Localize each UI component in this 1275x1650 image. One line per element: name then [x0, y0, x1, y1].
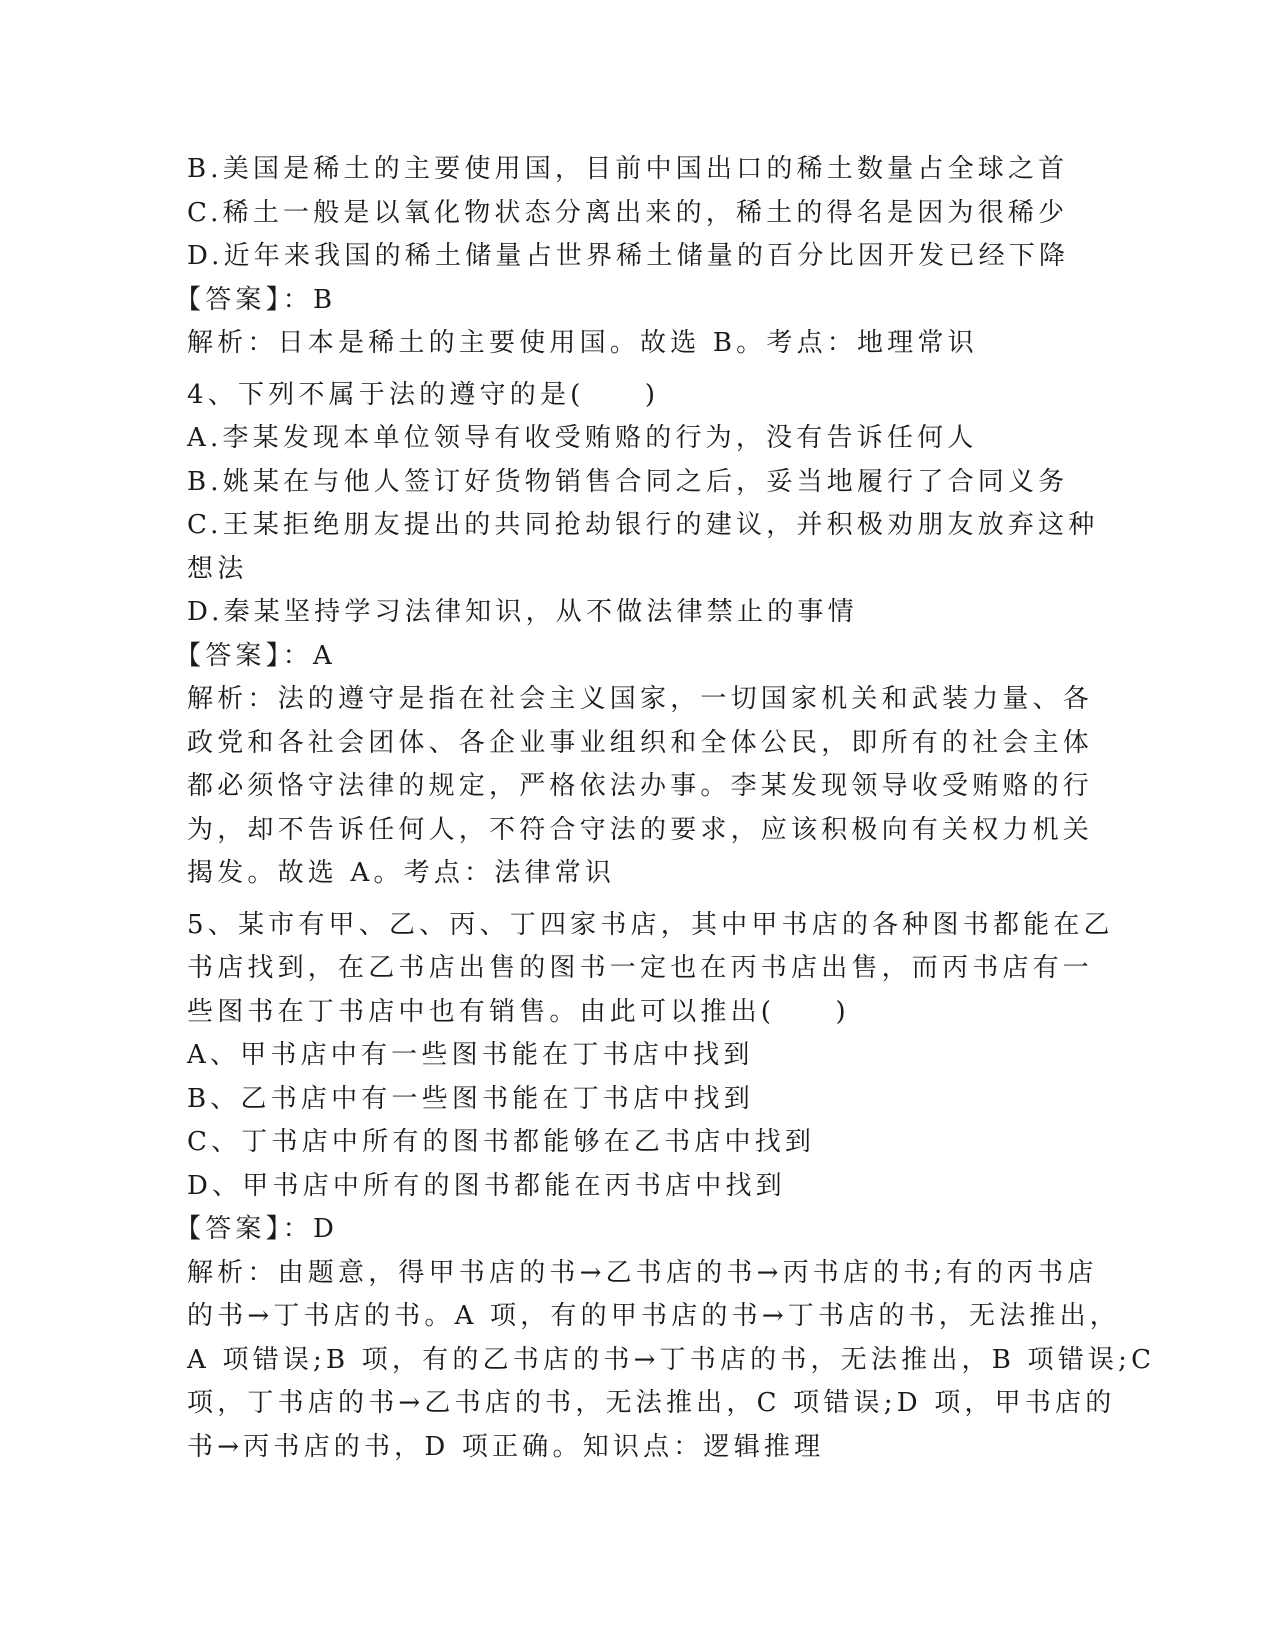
q3-option-b: B.美国是稀土的主要使用国，目前中国出口的稀土数量占全球之首 — [187, 154, 1069, 184]
q3-analysis: 解析：日本是稀土的主要使用国。故选 B。考点：地理常识 — [187, 328, 978, 358]
q4-analysis-line: 揭发。故选 A。考点：法律常识 — [187, 858, 616, 888]
section-gap — [187, 896, 1087, 904]
q4-answer: 【答案】：A — [175, 640, 336, 671]
q4-option-c-line2: 想法 — [187, 553, 248, 584]
q5-option-a: A、甲书店中有一些图书能在丁书店中找到 — [187, 1040, 754, 1070]
q4-option-b: B.姚某在与他人签订好货物销售合同之后，妥当地履行了合同义务 — [187, 466, 1069, 497]
q4-option-d: D.秦某坚持学习法律知识，从不做法律禁止的事情 — [187, 597, 858, 627]
q5-analysis-line: 的书→丁书店的书。A 项，有的甲书店的书→丁书店的书，无法推出， — [187, 1301, 1121, 1331]
q4-stem: 4、下列不属于法的遵守的是( ) — [187, 379, 660, 410]
q3-option-c: C.稀土一般是以氧化物状态分离出来的，稀土的得名是因为很稀少 — [187, 197, 1069, 228]
q3-answer: 【答案】：B — [175, 284, 337, 315]
q5-analysis-line: 项，丁书店的书→乙书店的书，无法推出，C 项错误;D 项，甲书店的 — [187, 1388, 1116, 1418]
section-gap — [187, 366, 1087, 374]
q5-option-d: D、甲书店中所有的图书都能在丙书店中找到 — [187, 1170, 786, 1201]
q4-analysis-line: 都必须恪守法律的规定，严格依法办事。李某发现领导收受贿赂的行 — [187, 771, 1094, 801]
q4-option-a: A.李某发现本单位领导有收受贿赂的行为，没有告诉任何人 — [187, 423, 978, 453]
q4-analysis-line: 政党和各社会团体、各企业事业组织和全体公民，即所有的社会主体 — [187, 727, 1094, 758]
q5-stem-line: 书店找到，在乙书店出售的图书一定也在丙书店出售，而丙书店有一 — [187, 953, 1094, 983]
q5-answer: 【答案】：D — [175, 1214, 339, 1244]
q4-analysis-line: 解析：法的遵守是指在社会主义国家，一切国家机关和武装力量、各 — [187, 684, 1094, 714]
document-page — [175, 148, 1156, 1469]
q4-analysis-line: 为，却不告诉任何人，不符合守法的要求，应该积极向有关权力机关 — [187, 814, 1094, 845]
q5-stem-line: 些图书在丁书店中也有销售。由此可以推出( ) — [187, 996, 850, 1027]
q5-option-c: C、丁书店中所有的图书都能够在乙书店中找到 — [187, 1127, 816, 1157]
q3-option-d: D.近年来我国的稀土储量占世界稀土储量的百分比因开发已经下降 — [187, 241, 1070, 271]
q4-option-c-line1: C.王某拒绝朋友提出的共同抢劫银行的建议，并积极劝朋友放弃这种 — [187, 510, 1099, 540]
q5-analysis-line: 解析：由题意，得甲书店的书→乙书店的书→丙书店的书;有的丙书店 — [187, 1257, 1098, 1288]
q5-option-b: B、乙书店中有一些图书能在丁书店中找到 — [187, 1083, 754, 1114]
q5-analysis-line: A 项错误;B 项，有的乙书店的书→丁书店的书，无法推出，B 项错误;C — [187, 1344, 1156, 1375]
q5-stem-line: 5、某市有甲、乙、丙、丁四家书店，其中甲书店的各种图书都能在乙 — [187, 909, 1114, 940]
q5-analysis-line: 书→丙书店的书，D 项正确。知识点：逻辑推理 — [187, 1431, 825, 1462]
